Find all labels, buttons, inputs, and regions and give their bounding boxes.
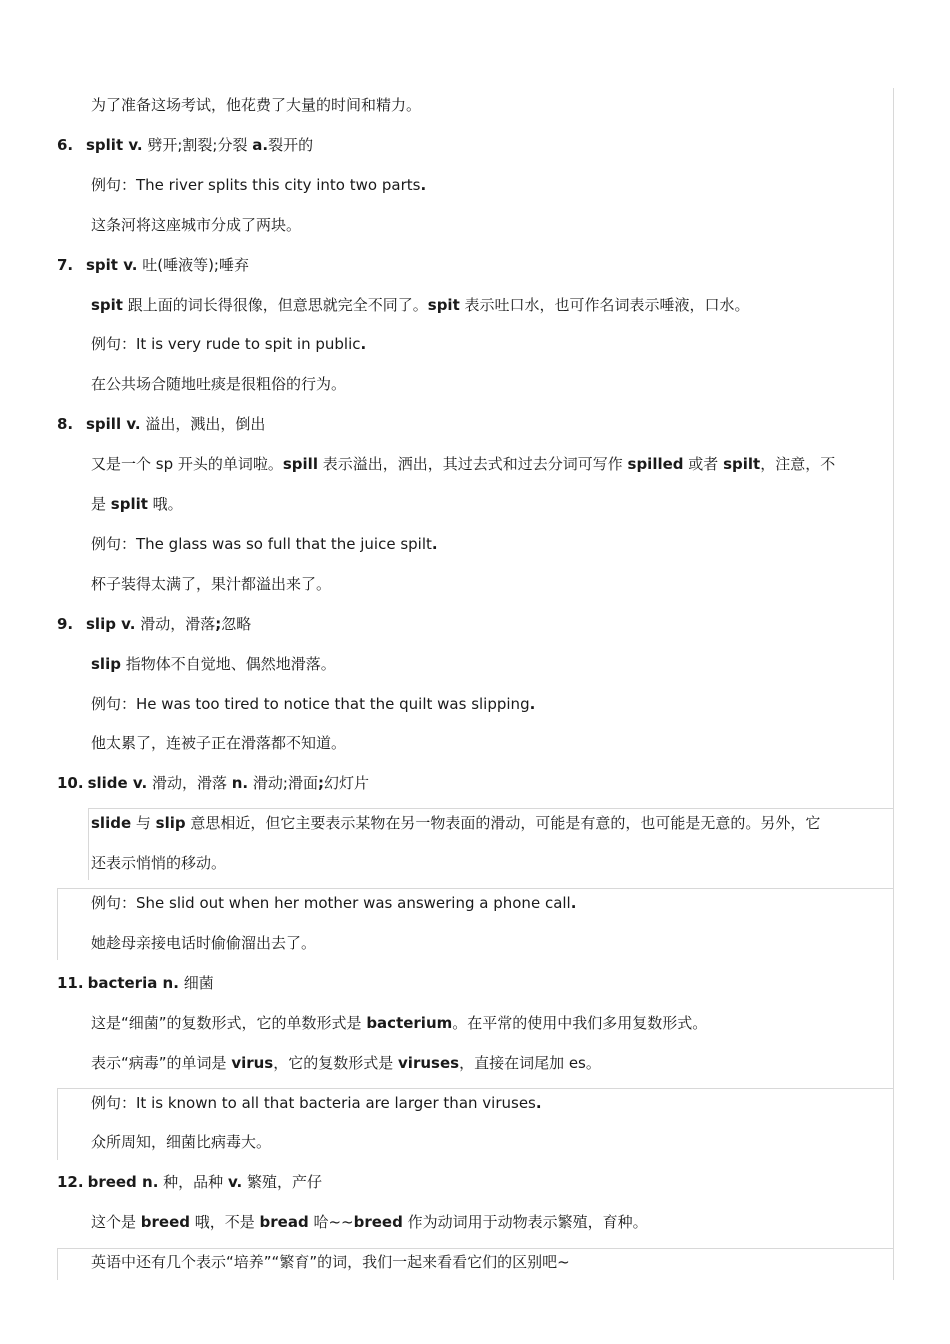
- text-run: 跟上面的词长得很像，但意思就完全不同了。: [122, 295, 428, 314]
- text-run: 或者: [683, 455, 724, 474]
- text-run: 哈~~: [308, 1213, 354, 1232]
- body-text-line: [91, 654, 336, 674]
- text-run: 是: [91, 495, 111, 513]
- body-text-line: [91, 574, 331, 594]
- bold-term: virus: [231, 1053, 274, 1072]
- body-text-line: [91, 95, 421, 115]
- vocab-entry-heading: [57, 255, 249, 275]
- body-text-line: [91, 813, 820, 833]
- text-run: 表示溢出，洒出，其过去式和过去分词可写作: [317, 455, 628, 474]
- bold-term: ;: [317, 774, 324, 793]
- text-run: 裂开的: [268, 135, 314, 154]
- bold-term: spill v.: [86, 415, 141, 434]
- text-run: 例句：She slid out when her mother was answering a phone call: [91, 894, 571, 912]
- bold-term: split: [110, 495, 148, 513]
- body-text-line: [91, 215, 301, 235]
- body-text-line: [91, 733, 346, 753]
- body-text-line: [91, 933, 316, 953]
- bold-term: viruses: [398, 1053, 460, 1072]
- frame-rule-h-4: [57, 1248, 894, 1249]
- body-text-line: [91, 374, 346, 394]
- bold-term: slide: [91, 814, 132, 833]
- text-run: ，它的复数形式是: [273, 1053, 399, 1072]
- bold-term: spit v.: [86, 255, 138, 274]
- bold-term: n.: [231, 774, 249, 793]
- body-text-line: [91, 494, 183, 514]
- text-run: 这个是: [91, 1213, 141, 1232]
- bold-term: spit: [427, 295, 460, 314]
- text-run: 溢出，溅出，倒出: [140, 415, 266, 434]
- bold-term: breed: [353, 1213, 403, 1232]
- text-run: 吐(唾液等);唾弃: [137, 255, 249, 274]
- bold-term: spill: [282, 455, 318, 474]
- vocab-entry-heading: [57, 614, 251, 634]
- body-text-line: [91, 295, 750, 315]
- text-run: 哦，不是: [190, 1213, 260, 1232]
- body-text-line: [91, 175, 426, 195]
- bold-term: .: [535, 1093, 542, 1112]
- body-text-line: [91, 694, 535, 714]
- frame-rule-left-2: [57, 888, 58, 960]
- body-text-line: [91, 1093, 542, 1113]
- entry-number: 10.: [57, 774, 84, 793]
- text-run: 种，品种: [158, 1173, 228, 1192]
- body-text-line: [91, 1053, 601, 1073]
- body-text-line: [91, 334, 366, 354]
- text-run: 这是“细菌”的复数形式，它的单数形式是: [91, 1013, 367, 1032]
- frame-rule-left-4: [57, 1248, 58, 1280]
- body-text-line: [91, 534, 438, 554]
- text-run: 这条河将这座城市分成了两块。: [91, 215, 302, 234]
- bold-term: slip: [155, 814, 186, 833]
- bold-term: spilled: [627, 455, 684, 474]
- body-text-line: [91, 893, 576, 913]
- text-run: ，直接在词尾加 es。: [459, 1053, 601, 1072]
- bold-term: breed: [140, 1213, 190, 1232]
- text-run: 表示吐口水，也可作名词表示唾液，口水。: [459, 295, 750, 314]
- body-text-line: [91, 1252, 570, 1272]
- frame-rule-h-2: [57, 888, 894, 889]
- text-run: 滑动;滑面: [248, 774, 318, 793]
- bold-term: v.: [227, 1173, 243, 1192]
- text-run: 在公共场合随地吐痰是很粗俗的行为。: [91, 375, 347, 394]
- text-run: 杯子装得太满了，果汁都溢出来了。: [91, 574, 332, 593]
- vocab-entry-heading: [57, 414, 265, 434]
- bold-term: breed n.: [87, 1173, 159, 1192]
- text-run: 她趁母亲接电话时偷偷溜出去了。: [91, 933, 317, 952]
- vocab-entry-heading: [57, 973, 214, 993]
- entry-number: 8.: [57, 415, 74, 434]
- bold-term: .: [360, 335, 367, 354]
- text-run: 例句：It is very rude to spit in public: [91, 335, 361, 354]
- text-run: 幻灯片: [323, 774, 369, 793]
- text-run: 又是一个 sp 开头的单词啦。: [91, 455, 283, 474]
- text-run: 众所周知，细菌比病毒大。: [91, 1133, 272, 1152]
- text-run: 例句：He was too tired to notice that the quilt was slipping: [91, 694, 530, 713]
- bold-term: .: [570, 894, 577, 912]
- body-text-line: [91, 853, 226, 873]
- entry-number: 6.: [57, 135, 74, 154]
- frame-rule-left-1: [88, 808, 89, 880]
- bold-term: ;: [215, 614, 222, 633]
- bold-term: bacterium: [366, 1013, 453, 1032]
- entry-number: 12.: [57, 1173, 84, 1192]
- bold-term: slide v.: [87, 774, 148, 793]
- text-run: 与: [131, 814, 156, 833]
- text-run: 例句：It is known to all that bacteria are larger than viruses: [91, 1093, 536, 1112]
- bold-term: a.: [252, 135, 269, 154]
- bold-term: slip: [91, 654, 121, 673]
- frame-rule-h-3: [57, 1088, 894, 1089]
- text-run: 。在平常的使用中我们多用复数形式。: [452, 1013, 708, 1032]
- text-run: 意思相近，但它主要表示某物在另一物表面的滑动，可能是有意的，也可能是无意的。另外，它: [185, 814, 821, 833]
- entry-number: 11.: [57, 973, 84, 992]
- text-run: 哦。: [147, 495, 183, 513]
- text-run: 滑动，滑落: [135, 614, 216, 633]
- bold-term: spilt: [723, 455, 761, 474]
- bold-term: slip v.: [86, 614, 136, 633]
- bold-term: spit: [91, 295, 123, 314]
- vocab-entry-heading: [57, 1172, 322, 1192]
- bold-term: bread: [259, 1213, 309, 1232]
- bold-term: .: [420, 175, 427, 194]
- body-text-line: [91, 1212, 648, 1232]
- frame-rule-right: [893, 88, 894, 1280]
- bold-term: .: [529, 694, 536, 713]
- bold-term: bacteria n.: [87, 973, 179, 992]
- vocab-entry-heading: [57, 135, 313, 155]
- body-text-line: [91, 454, 835, 474]
- entry-number: 9.: [57, 614, 74, 633]
- text-run: 他太累了，连被子正在滑落都不知道。: [91, 734, 347, 753]
- frame-rule-left-3: [57, 1088, 58, 1160]
- text-run: 例句：The glass was so full that the juice spilt: [91, 534, 432, 553]
- body-text-line: [91, 1013, 707, 1033]
- text-run: 细菌: [178, 973, 214, 992]
- text-run: 忽略: [221, 614, 252, 633]
- text-run: 指物体不自觉地、偶然地滑落。: [120, 654, 336, 673]
- text-run: 英语中还有几个表示“培养”“繁育”的词，我们一起来看看它们的区别吧~: [91, 1253, 570, 1272]
- entry-number: 7.: [57, 255, 74, 274]
- bold-term: split v.: [86, 135, 143, 154]
- bold-term: .: [431, 534, 438, 553]
- text-run: ，注意，不: [760, 455, 836, 474]
- text-run: 还表示悄悄的移动。: [91, 854, 227, 873]
- text-run: 表示“病毒”的单词是: [91, 1053, 232, 1072]
- body-text-line: [91, 1132, 271, 1152]
- text-run: 滑动，滑落: [147, 774, 232, 793]
- text-run: 繁殖，产仔: [242, 1173, 322, 1192]
- vocab-entry-heading: [57, 773, 369, 793]
- frame-rule-h-1: [88, 808, 894, 809]
- text-run: 为了准备这场考试，他花费了大量的时间和精力。: [91, 96, 422, 114]
- text-run: 作为动词用于动物表示繁殖，育种。: [402, 1213, 648, 1232]
- text-run: 例句：The river splits this city into two parts: [91, 175, 421, 194]
- text-run: 劈开;割裂;分裂: [142, 135, 253, 154]
